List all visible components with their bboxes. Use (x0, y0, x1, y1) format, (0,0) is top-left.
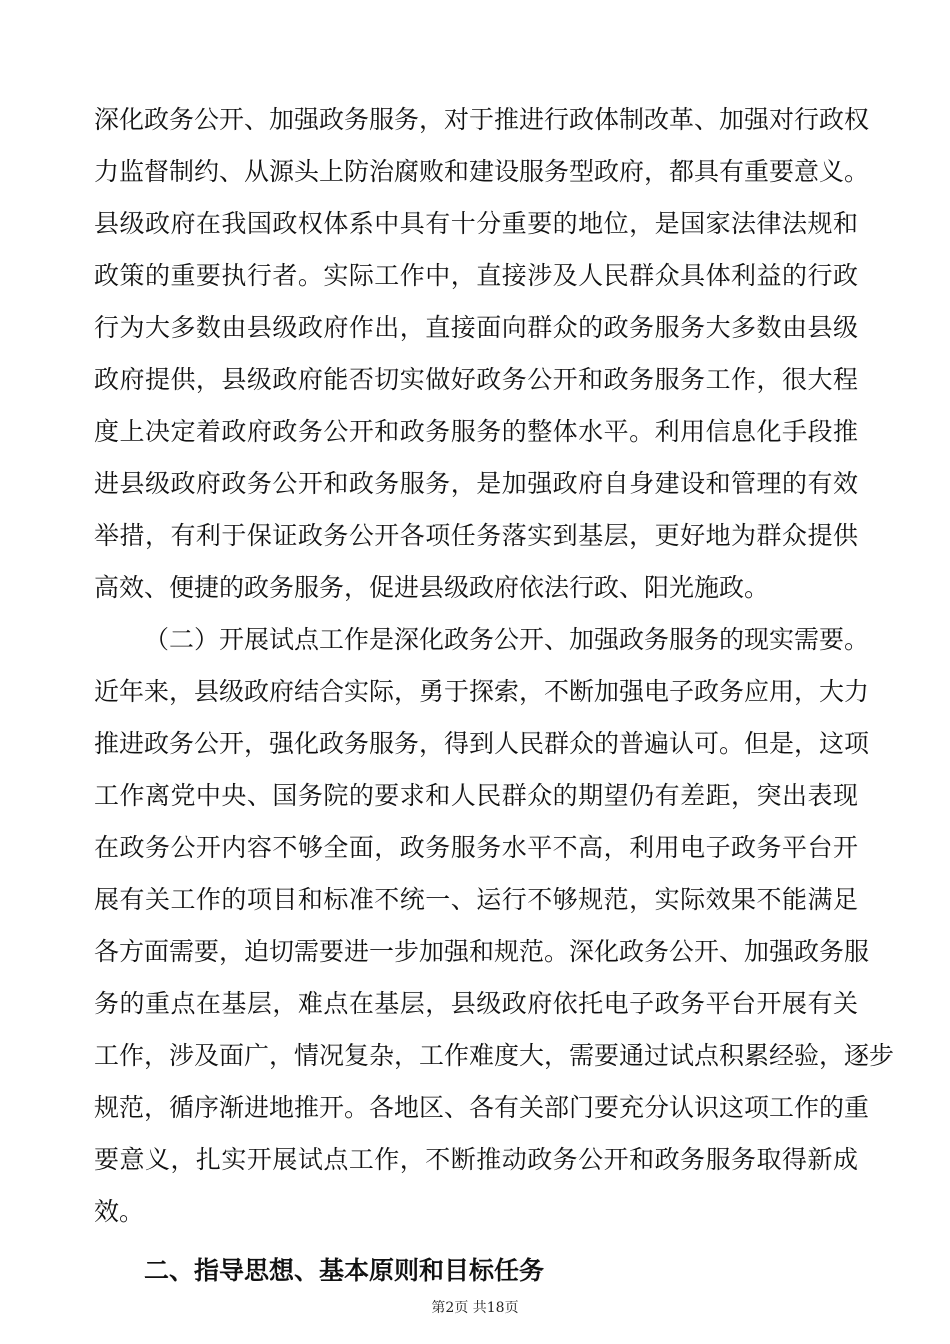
text-line: 在政务公开内容不够全面，政务服务水平不高，利用电子政务平台开 (94, 833, 858, 862)
text-line: 效。 (94, 1197, 145, 1226)
text-line: 工作，涉及面广，情况复杂，工作难度大，需要通过试点积累经验，逐步 (94, 1041, 895, 1070)
text-line: 度上决定着政府政务公开和政务服务的整体水平。利用信息化手段推 (94, 417, 858, 446)
text-line: 政府提供，县级政府能否切实做好政务公开和政务服务工作，很大程 (94, 365, 858, 394)
text-line: 政策的重要执行者。实际工作中，直接涉及人民群众具体利益的行政 (94, 261, 858, 290)
section-subheading: （二）开展试点工作是深化政务公开、加强政务服务的现实需要。 (144, 625, 870, 654)
text-line: 高效、便捷的政务服务，促进县级政府依法行政、阳光施政。 (94, 573, 770, 602)
text-line: 要意义，扎实开展试点工作，不断推动政务公开和政务服务取得新成 (94, 1145, 858, 1174)
text-line: 规范，循序渐进地推开。各地区、各有关部门要充分认识这项工作的重 (94, 1093, 870, 1122)
text-line: 深化政务公开、加强政务服务，对于推进行政体制改革、加强对行政权 (94, 105, 870, 134)
text-line: 力监督制约、从源头上防治腐败和建设服务型政府，都具有重要意义。 (94, 157, 870, 186)
text-line: 推进政务公开，强化政务服务，得到人民群众的普遍认可。但是，这项 (94, 729, 870, 758)
text-line: 展有关工作的项目和标准不统一、运行不够规范，实际效果不能满足 (94, 885, 858, 914)
text-line: 举措，有利于保证政务公开各项任务落实到基层，更好地为群众提供 (94, 521, 858, 550)
section-heading: 二、指导思想、基本原则和目标任务 (144, 1256, 545, 1285)
text-line: 进县级政府政务公开和政务服务，是加强政府自身建设和管理的有效 (94, 469, 858, 498)
page-number-footer: 第2页 共18页 (431, 1300, 519, 1316)
text-line: 近年来，县级政府结合实际，勇于探索，不断加强电子政务应用，大力 (94, 677, 870, 706)
text-line: 务的重点在基层，难点在基层，县级政府依托电子政务平台开展有关 (94, 989, 858, 1018)
text-line: 行为大多数由县级政府作出，直接面向群众的政务服务大多数由县级 (94, 313, 858, 342)
text-line: 县级政府在我国政权体系中具有十分重要的地位，是国家法律法规和 (94, 209, 858, 238)
text-line: 各方面需要，迫切需要进一步加强和规范。深化政务公开、加强政务服 (94, 937, 870, 966)
text-line: 工作离党中央、国务院的要求和人民群众的期望仍有差距，突出表现 (94, 781, 858, 810)
